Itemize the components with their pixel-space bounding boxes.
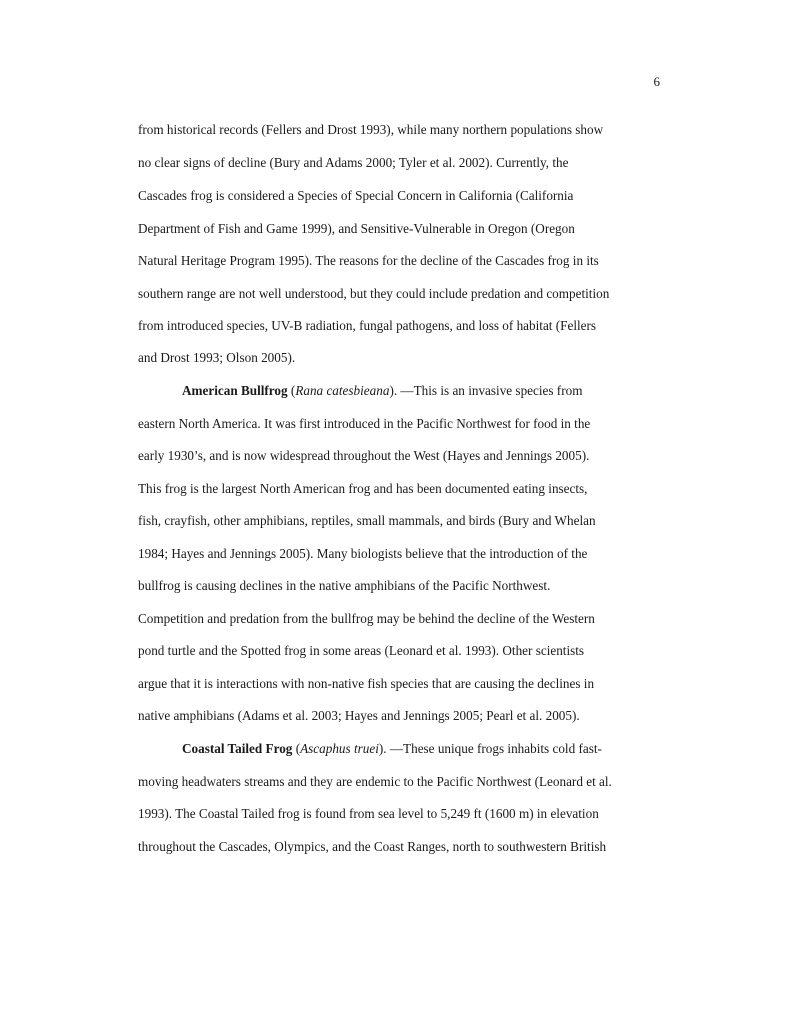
text-line: throughout the Cascades, Olympics, and the Coast Ranges, north to southwestern British (138, 839, 607, 854)
text-fragment: ( (287, 383, 296, 398)
text-line: moving headwaters streams and they are endemic to the Pacific Northwest (Leonard et al. (138, 774, 612, 789)
text-line (182, 383, 582, 399)
text-line: eastern North America. It was first introduced in the Pacific Northwest for food in the (138, 416, 591, 431)
text-line: 1993). The Coastal Tailed frog is found from sea level to 5,249 ft (1600 m) in elevation (138, 806, 599, 821)
scientific-name: Ascaphus truei (300, 741, 379, 756)
text-line: Department of Fish and Game 1999), and Sensitive-Vulnerable in Oregon (Oregon (138, 221, 575, 236)
text-line: from introduced species, UV-B radiation, fungal pathogens, and loss of habitat (Fellers (138, 318, 597, 333)
text-line: Natural Heritage Program 1995). The reasons for the decline of the Cascades frog in its (138, 253, 599, 268)
text-line: pond turtle and the Spotted frog in some areas (Leonard et al. 1993). Other scientists (138, 643, 585, 658)
text-line: and Drost 1993; Olson 2005). (138, 350, 296, 365)
text-line: 1984; Hayes and Jennings 2005). Many biologists believe that the introduction of the (138, 546, 588, 561)
text-line: from historical records (Fellers and Drost 1993), while many northern populations show (138, 122, 604, 137)
text-line: This frog is the largest North American frog and has been documented eating insects, (138, 481, 588, 496)
text-line: bullfrog is causing declines in the native amphibians of the Pacific Northwest. (138, 578, 551, 593)
text-line: southern range are not well understood, but they could include predation and competition (138, 286, 610, 301)
text-line: Competition and predation from the bullfrog may be behind the decline of the Western (138, 611, 595, 626)
text-line: Cascades frog is considered a Species of Special Concern in California (California (138, 188, 574, 203)
text-line: no clear signs of decline (Bury and Adams 2000; Tyler et al. 2002). Currently, the (138, 155, 569, 170)
text-line: early 1930’s, and is now widespread throughout the West (Hayes and Jennings 2005). (138, 448, 590, 463)
text-line (182, 741, 602, 757)
scientific-name: Rana catesbieana (295, 383, 390, 398)
text-fragment: ). —This is an invasive species from (389, 383, 583, 398)
text-fragment: ( (292, 741, 301, 756)
text-line: fish, crayfish, other amphibians, reptiles, small mammals, and birds (Bury and Whelan (138, 513, 596, 528)
page-number: 6 (653, 74, 660, 89)
text-fragment: ). —These unique frogs inhabits cold fast- (378, 741, 602, 756)
species-heading: Coastal Tailed Frog (182, 741, 293, 756)
species-heading: American Bullfrog (182, 383, 288, 398)
text-line: argue that it is interactions with non-native fish species that are causing the declines in (138, 676, 595, 691)
text-line: native amphibians (Adams et al. 2003; Hayes and Jennings 2005; Pearl et al. 2005). (138, 708, 580, 723)
